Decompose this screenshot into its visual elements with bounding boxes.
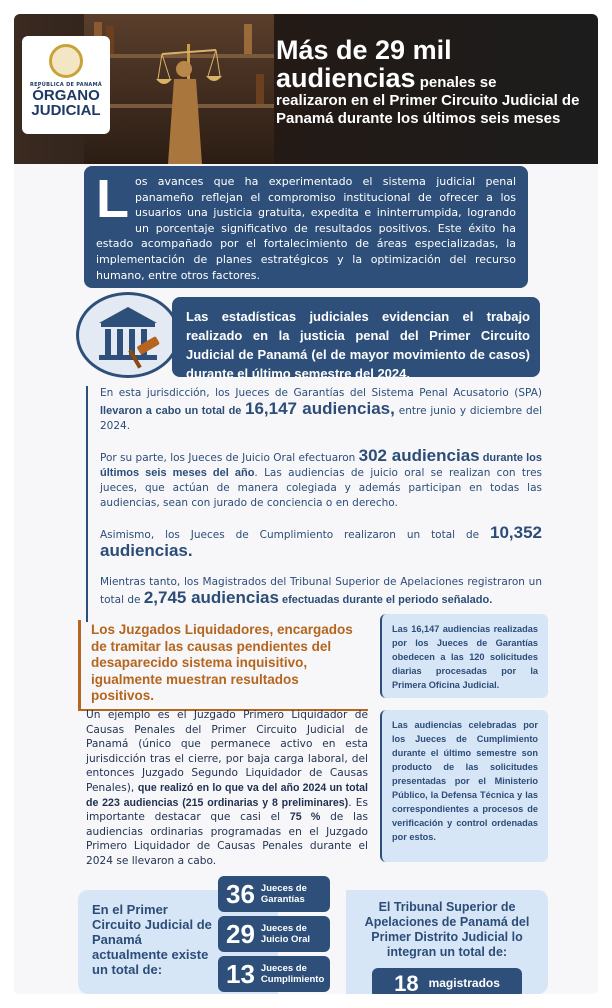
- justice-statue-icon: [154, 24, 224, 164]
- stat-302: 302 audiencias: [358, 446, 480, 465]
- title-rest: realizaron en el Primer Circuito Judicial de Panamá durante los últimos seis meses: [276, 92, 580, 127]
- courthouse-icon: [79, 295, 177, 375]
- header: [14, 14, 598, 164]
- liquidadores-heading: Los Juzgados Liquidadores, encargados de tramitar las causas pendientes del desaparecido sistema inquisitivo, igualmente muestran resultados positivos.: [78, 620, 368, 711]
- liquidadores-text: Un ejemplo es el Juzgado Primero Liquidador de Causas Penales del Primer Circuito Judicial de Panamá (único que permanece activo en esta jurisdicción tras el cierre, por baja carga laboral, del entonces Juzgado Segundo Liquidador de Causas Penales), que realizó en lo que va del año 2024 un total de 223 audiencias (215 ordinarias y 8 preliminares). Es importante destacar que casi el 75 % de las audiencias ordinarias programadas en el Juzgado Primero Liquidador de Causas Penales durante el 2024 se llevaron a cabo.: [86, 709, 368, 867]
- stats-banner: Las estadísticas judiciales evidencian el trabajo realizado en la justicia penal del Primer Circuito Judicial de Panamá (el de mayor movimiento de casos) durante el último semestre del 2024.: [172, 297, 540, 377]
- stat-10352: 10,352 audiencias.: [100, 523, 542, 560]
- courthouse-badge: [76, 292, 180, 378]
- logo-line1: ÓRGANO: [32, 87, 100, 104]
- tribunal-text: El Tribunal Superior de Apelaciones de Panamá del Primer Distrito Judicial lo integran un total de:: [364, 900, 530, 959]
- title-highlight: audiencias: [276, 63, 416, 93]
- paragraph-garantias: En esta jurisdicción, los Jueces de Garantías del Sistema Penal Acusatorio (SPA) llevaron a cabo un total de 16,147 audiencias, entre junio y diciembre del 2024.: [100, 387, 542, 432]
- circuit-summary-text: En el Primer Circuito Judicial de Panamá actualmente existe un total de:: [92, 902, 212, 977]
- title-line1: Más de 29 mil: [276, 35, 452, 65]
- paragraph-magistrados: Mientras tanto, los Magistrados del Tribunal Superior de Apelaciones registraron un total de 2,745 audiencias efectuadas durante el periodo señalado.: [100, 576, 542, 607]
- page-title: [276, 36, 586, 128]
- title-line2-tail: penales se: [415, 74, 497, 91]
- judges-cumplimiento: 13 Jueces de Cumplimiento: [218, 956, 330, 992]
- judges-counts: [218, 876, 330, 994]
- stat-16147: 16,147 audiencias,: [245, 399, 395, 418]
- seal-icon: [49, 44, 83, 78]
- intro-text: os avances que ha experimentado el sistema judicial penal panameño reflejan el compromiso institucional de ofrecer a los usuarios una justicia gratuita, expedita e ininterrumpida, logrando un porcentaje significativo de resultados positivos. Este éxito ha estado acompañado por el fortalecimiento de áreas especializadas, la implementación de planes estratégicos y la optimización del recurso humano, entre otros factores.: [96, 175, 516, 282]
- side-note-garantias: Las 16,147 audiencias realizadas por los Jueces de Garantías obedecen a las 120 solicitudes diarias procesadas por la Primera Oficina Judicial.: [380, 614, 548, 698]
- paragraph-cumplimiento: Asimismo, los Jueces de Cumplimiento realizaron un total de 10,352 audiencias.: [100, 523, 542, 560]
- statistics-body: [86, 386, 542, 622]
- logo-line2: JUDICIAL: [31, 102, 101, 119]
- organo-judicial-logo: [22, 36, 110, 134]
- stat-2745: 2,745 audiencias: [143, 588, 279, 607]
- tribunal-summary: [346, 890, 548, 994]
- paragraph-juicio-oral: Por su parte, los Jueces de Juicio Oral efectuaron 302 audiencias durante los últimos seis meses del año. Las audiencias de juicio oral se realizan con tres jueces, que actúan de manera colegiada y además participan en todas las audiencias, sean con jurado de conciencia o en derecho.: [100, 446, 542, 509]
- magistrados-count: 18 magistrados: [372, 968, 522, 994]
- intro-box: [84, 166, 528, 288]
- infographic-page: [14, 14, 598, 994]
- dropcap: L: [96, 169, 129, 229]
- judges-juicio-oral: 29 Jueces de Juicio Oral: [218, 916, 330, 952]
- side-note-cumplimiento: Las audiencias celebradas por los Jueces de Cumplimiento durante el último semestre son producto de las solicitudes presentadas por el Ministerio Público, la Defensa Técnica y las correspondientes a procesos de verificación y control ordenadas por estos.: [380, 710, 548, 862]
- logo-country-text: REPÚBLICA DE PANAMÁ: [29, 82, 103, 88]
- judges-garantias: 36 Jueces de Garantías: [218, 876, 330, 912]
